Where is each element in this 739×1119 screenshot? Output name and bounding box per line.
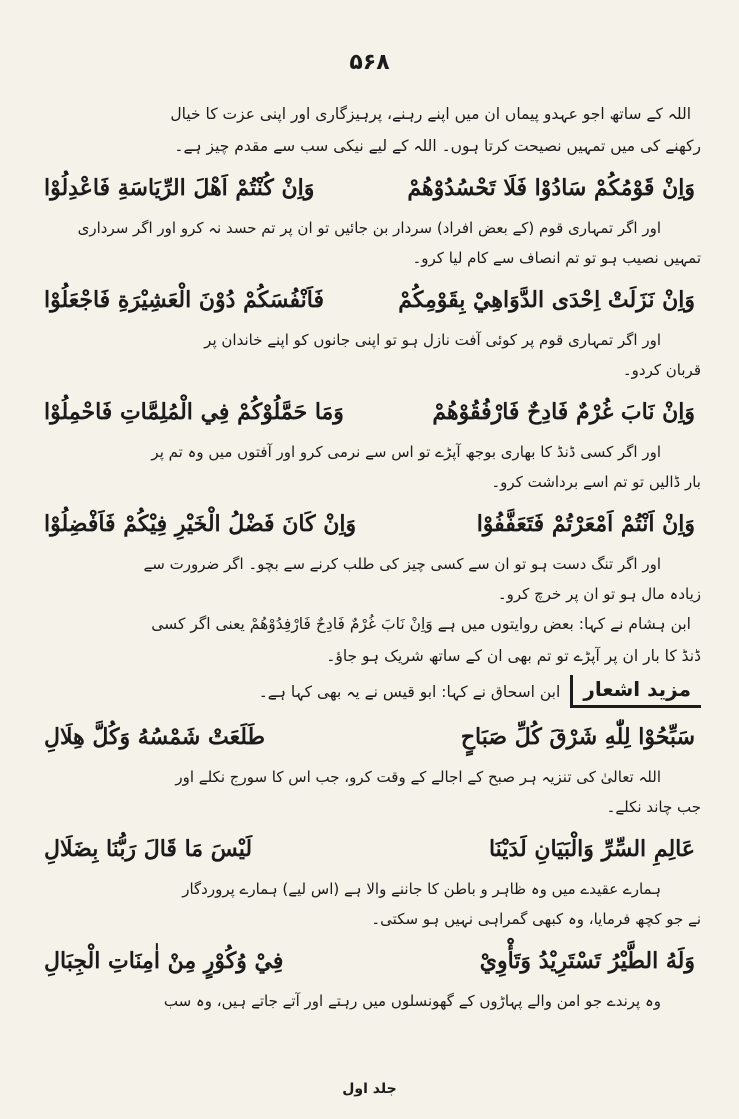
arabic-verse	[38, 169, 701, 207]
verse-first-hemistich: وَاِنْ نَابَ غُرْمٌ فَادِحٌ فَارْفُقُوْهُمْ	[432, 399, 695, 425]
translation-line: زیادہ مال ہو تو ان پر خرچ کرو۔	[497, 585, 701, 603]
volume-footer: جلد اول	[342, 1081, 397, 1097]
verse-first-hemistich: وَاِنْ اَنْتُمْ اَمْعَرْتُمْ فَتَعَفَّفُوْا	[476, 511, 695, 537]
translation-line: نے جو کچھ فرمایا، وہ کبھی گمراہی نہیں ہو سکتی۔	[371, 910, 701, 928]
translation-line: اللہ تعالیٰ کی تنزیہ ہر صبح کے اجالے کے وقت کرو، جب اس کا سورج نکلے اور	[175, 768, 661, 786]
verse-first-hemistich: وَاِنْ نَزَلَتْ اِحْدَى الدَّوَاهِيْ بِقَوْمِكُمْ	[398, 287, 695, 313]
content-block-2	[38, 718, 701, 1014]
translation-line: اور اگر کسی ڈنڈ کا بھاری بوجھ آپڑے تو اس سے نرمی کرو اور آفتوں میں وہ تم پر	[151, 443, 661, 461]
verse-second-hemistich: وَاِنْ كَانَ فَضْلُ الْخَيْرِ فِيْكُمْ فَاَفْضِلُوْا	[44, 511, 357, 537]
body-text-line: ابن ہشام نے کہا: بعض روایتوں میں ہے وَاِنْ نَابَ غُرْمٌ فَادِحٌ فَارْفِدُوْهُمْ یعنی اگر کسی	[151, 615, 691, 633]
arabic-verse	[38, 393, 701, 431]
translation-line: جب چاند نکلے۔	[606, 798, 701, 816]
translation-line: وہ پرندے جو امن والے پہاڑوں کے گھونسلوں میں رہتے اور آتے جاتے ہیں، وہ سب	[163, 992, 661, 1010]
verse-second-hemistich: طَلَعَتْ شَمْسُهُ وَكُلَّ هِلَالِ	[44, 724, 266, 750]
translation-line: بار ڈالیں تو تم اسے برداشت کرو۔	[491, 473, 701, 491]
arabic-verse	[38, 718, 701, 756]
content-block-1	[38, 101, 701, 669]
verse-second-hemistich: وَاِنْ كُنْتُمْ اَهْلَ الرِّيَاسَةِ فَاعْدِلُوْا	[44, 175, 315, 201]
translation-line: قربان کردو۔	[622, 361, 701, 379]
verse-second-hemistich: فِيْ وُكُوْرٍ مِنْ اٰمِنَاتِ الْجِبَالِ	[44, 948, 284, 974]
verse-first-hemistich: وَاِنْ قَوْمُكُمْ سَادُوْا فَلَا تَحْسُدُوْهُمْ	[407, 175, 695, 201]
translation-line: اور اگر تمہاری قوم (کے بعض افراد) سردار بن جائیں تو ان پر تم حسد نہ کرو اور اگر سرداری	[77, 219, 661, 237]
verse-second-hemistich: فَاَنْفُسَكُمْ دُوْنَ الْعَشِيْرَةِ فَاجْعَلُوْا	[44, 287, 324, 313]
arabic-verse	[38, 830, 701, 868]
arabic-verse	[38, 942, 701, 980]
verse-first-hemistich: عَالِمِ السِّرِّ وَالْبَيَانِ لَدَيْنَا	[488, 836, 695, 862]
page-number: ۵۶۸	[349, 50, 390, 75]
verse-second-hemistich: وَمَا حَمَّلُوْكُمْ فِي الْمُلِمَّاتِ فَاحْمِلُوْا	[44, 399, 344, 425]
body-text-line: رکھنے کی میں تمہیں نصیحت کرتا ہوں۔ اللہ کے لیے نیکی سب سے مقدم چیز ہے۔	[174, 137, 701, 155]
section-intro-text: ابن اسحاق نے کہا: ابو قیس نے یہ بھی کہا ہے۔	[258, 682, 561, 701]
verse-first-hemistich: سَبِّحُوْا لِلّٰهِ شَرْقَ كُلِّ صَبَاحٍ	[460, 724, 695, 750]
arabic-verse	[38, 505, 701, 543]
verse-first-hemistich: وَلَهُ الطَّيْرُ تَسْتَرِيْدُ وَتَأْوِيْ	[479, 948, 695, 974]
translation-line: اور اگر تنگ دست ہو تو ان سے کسی چیز کی طلب کرنے سے بچو۔ اگر ضرورت سے	[143, 555, 661, 573]
translation-line: اور اگر تمہاری قوم پر کوئی آفت نازل ہو تو اپنی جانوں کو اپنے خاندان پر	[204, 331, 661, 349]
section-heading-row	[38, 675, 701, 708]
translation-line: ہمارے عقیدے میں وہ ظاہر و باطن کا جاننے والا ہے (اس لیے) ہمارے پروردگار	[182, 880, 661, 898]
translation-line: تمہیں نصیب ہو تو تم انصاف سے کام لیا کرو۔	[412, 249, 701, 267]
verse-second-hemistich: لَيْسَ مَا قَالَ رَبُّنَا بِضَلَالِ	[44, 836, 253, 862]
body-text-line: ڈنڈ کا بار ان پر آپڑے تو تم بھی ان کے ساتھ شریک ہو جاؤ۔	[326, 647, 701, 665]
body-text-line: اللہ کے ساتھ اجو عہدو پیماں ان میں اپنے رہنے، پرہیزگاری اور اپنی عزت کا خیال	[170, 105, 691, 123]
section-heading: مزید اشعار	[570, 675, 701, 708]
arabic-verse	[38, 281, 701, 319]
